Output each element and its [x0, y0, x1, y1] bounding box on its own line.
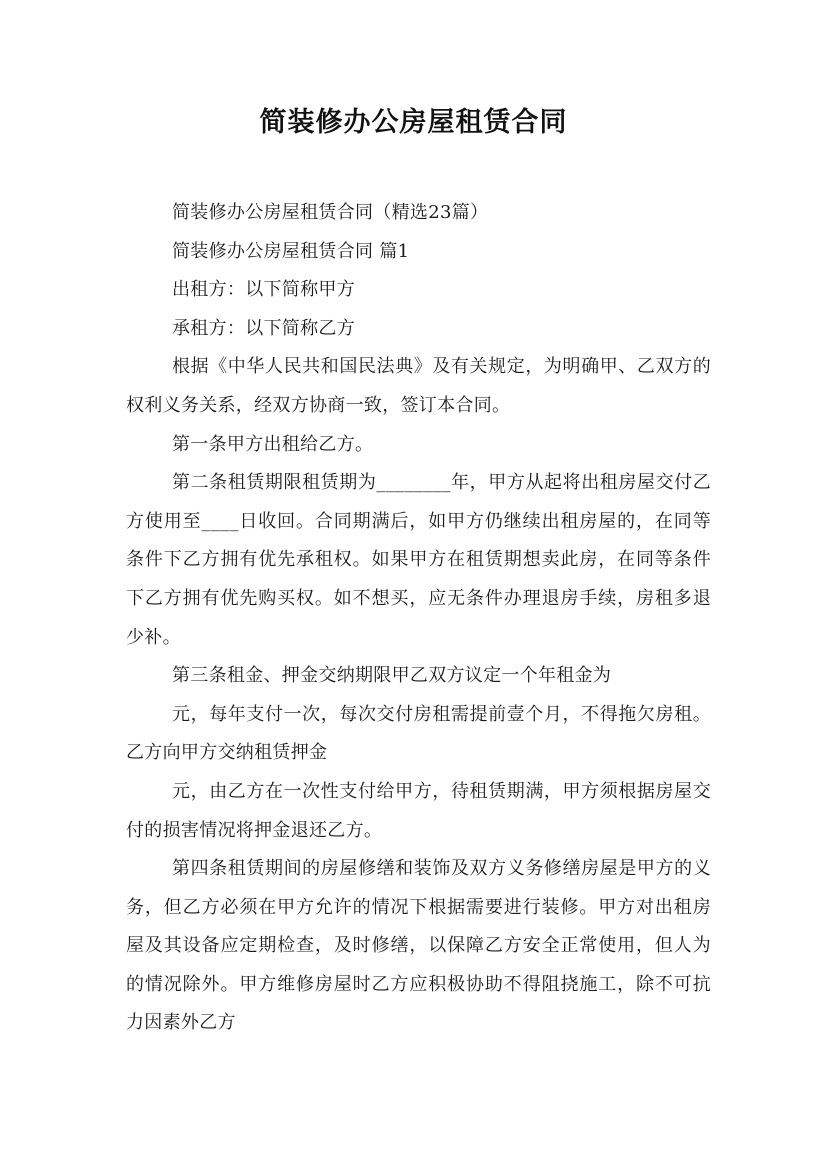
- paragraph-article-1: 第一条甲方出租给乙方。: [172, 433, 374, 455]
- document-title: 简装修办公房屋租赁合同: [259, 107, 568, 138]
- paragraph-preamble: 根据《中华人民共和国民法典》及有关规定，为明确甲、乙双方的权利义务关系，经双方协商一致，签订本合同。: [126, 356, 711, 416]
- paragraph-article-2: 第二条租赁期限租赁期为________年，甲方从起将出租房屋交付乙方使用至____日收回。合同期满后，如甲方仍继续出租房屋的，在同等条件下乙方拥有优先承租权。如果甲方在租赁期想卖此房，在同等条件下乙方拥有优先购买权。如不想买，应无条件办理退房手续，房租多退少补。: [126, 472, 711, 648]
- paragraph-lessee: 承租方：以下简称乙方: [172, 317, 355, 339]
- paragraph-subtitle: 简装修办公房屋租赁合同（精选23篇）: [172, 202, 489, 223]
- paragraph-article-4: 第四条租赁期间的房屋修缮和装饰及双方义务修缮房屋是甲方的义务，但乙方必须在甲方允许的情况下根据需要进行装修。甲方对出租房屋及其设备应定期检查，及时修缮，以保障乙方安全正常使用，但人为的情况除外。甲方维修房屋时乙方应积极协助不得阻挠施工，除不可抗力因素外乙方: [126, 858, 711, 1034]
- paragraph-section-heading: 简装修办公房屋租赁合同 篇1: [172, 240, 410, 262]
- paragraph-article-3: 第三条租金、押金交纳期限甲乙双方议定一个年租金为: [172, 665, 612, 687]
- paragraph-article-3-rent: 元，每年支付一次，每次交付房租需提前壹个月，不得拖欠房租。乙方向甲方交纳租赁押金: [126, 703, 711, 764]
- paragraph-article-3-deposit: 元，由乙方在一次性支付给甲方，待租赁期满，甲方须根据房屋交付的损害情况将押金退还乙方。: [126, 780, 711, 841]
- paragraph-lessor: 出租方：以下简称甲方: [172, 279, 355, 301]
- document-body: [126, 194, 711, 1043]
